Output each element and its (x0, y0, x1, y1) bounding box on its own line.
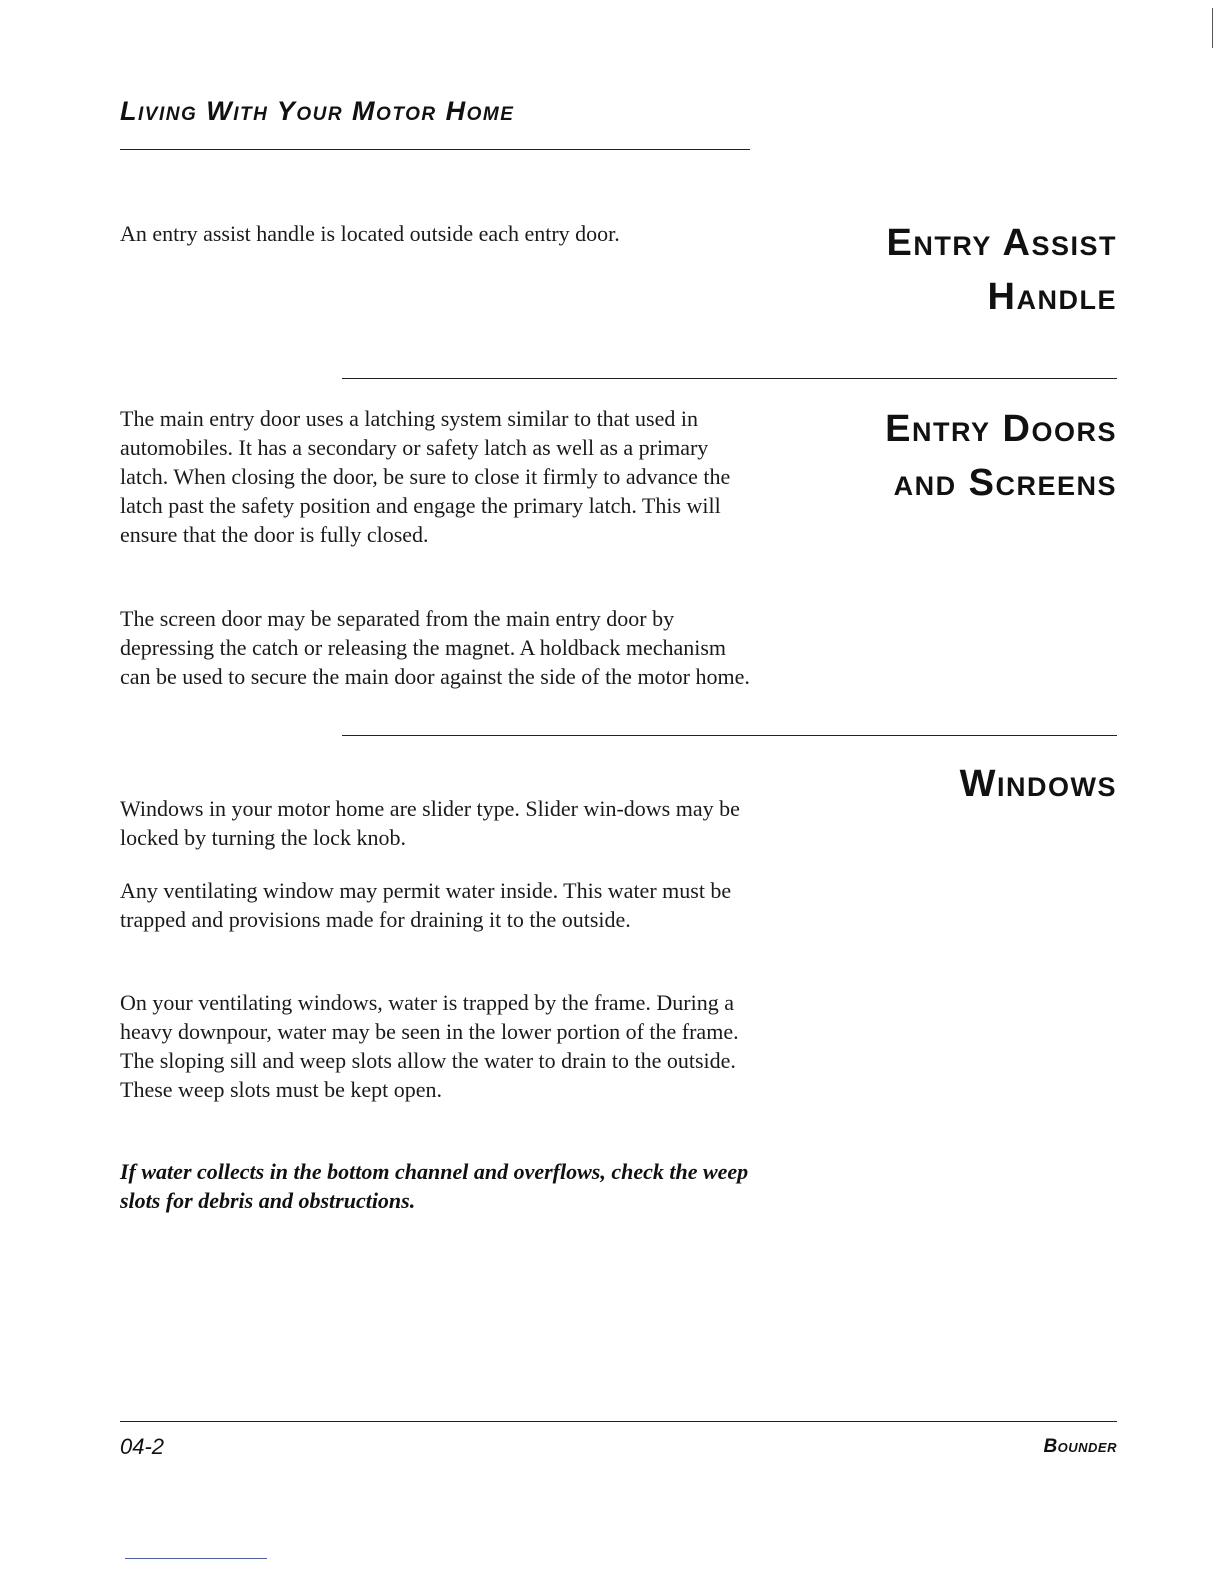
windows-heading (817, 757, 1117, 811)
section-divider-1 (342, 378, 1117, 379)
entry-assist-heading (817, 216, 1117, 324)
scan-artifact-blue-line (125, 1558, 267, 1559)
entry-assist-text: An entry assist handle is located outside each entry door. (120, 221, 620, 246)
entry-doors-paragraph-1: The main entry door uses a latching system similar to that used in automobiles. It has a secondary or safety latch as well as a primary latch. When closing the door, be sure to close it firmly to advance the latch past the safety position and engage the primary latch. This will ensure that the door is fully closed. (120, 406, 731, 547)
windows-paragraph-2: Any ventilating window may permit water inside. This water must be trapped and provisions made for draining it to the outside. (120, 878, 732, 932)
scan-artifact-mark (1212, 8, 1213, 48)
windows-paragraph-3: On your ventilating windows, water is trapped by the frame. During a heavy downpour, water may be seen in the lower portion of the frame. The sloping sill and weep slots allow the water to drain to the outside. These weep slots must be kept open. (120, 990, 739, 1102)
entry-doors-heading-line-2: and Screens (893, 462, 1117, 504)
footer-brand: Bounder (1043, 1436, 1117, 1457)
entry-doors-paragraph-2: The screen door may be separated from the main entry door by depressing the catch or releasing the magnet. A holdback mechanism can be used to secure the main door against the side of the motor home. (120, 606, 750, 689)
windows-heading-line-1: Windows (959, 763, 1117, 805)
entry-doors-heading (817, 402, 1117, 510)
windows-paragraph-1: Windows in your motor home are slider type. Slider win-dows may be locked by turning the lock knob. (120, 796, 740, 850)
footer-rule (120, 1421, 1117, 1422)
windows-caution-note: If water collects in the bottom channel and overflows, check the weep slots for debris and obstructions. (120, 1159, 749, 1213)
section-divider-2 (342, 735, 1117, 736)
page-number: 04-2 (120, 1434, 165, 1459)
entry-assist-heading-line-2: Handle (987, 276, 1117, 318)
entry-assist-heading-line-1: Entry Assist (886, 222, 1117, 264)
entry-doors-heading-line-1: Entry Doors (885, 408, 1117, 450)
running-header-title: Living With Your Motor Home (120, 96, 515, 126)
header-rule (120, 149, 750, 150)
